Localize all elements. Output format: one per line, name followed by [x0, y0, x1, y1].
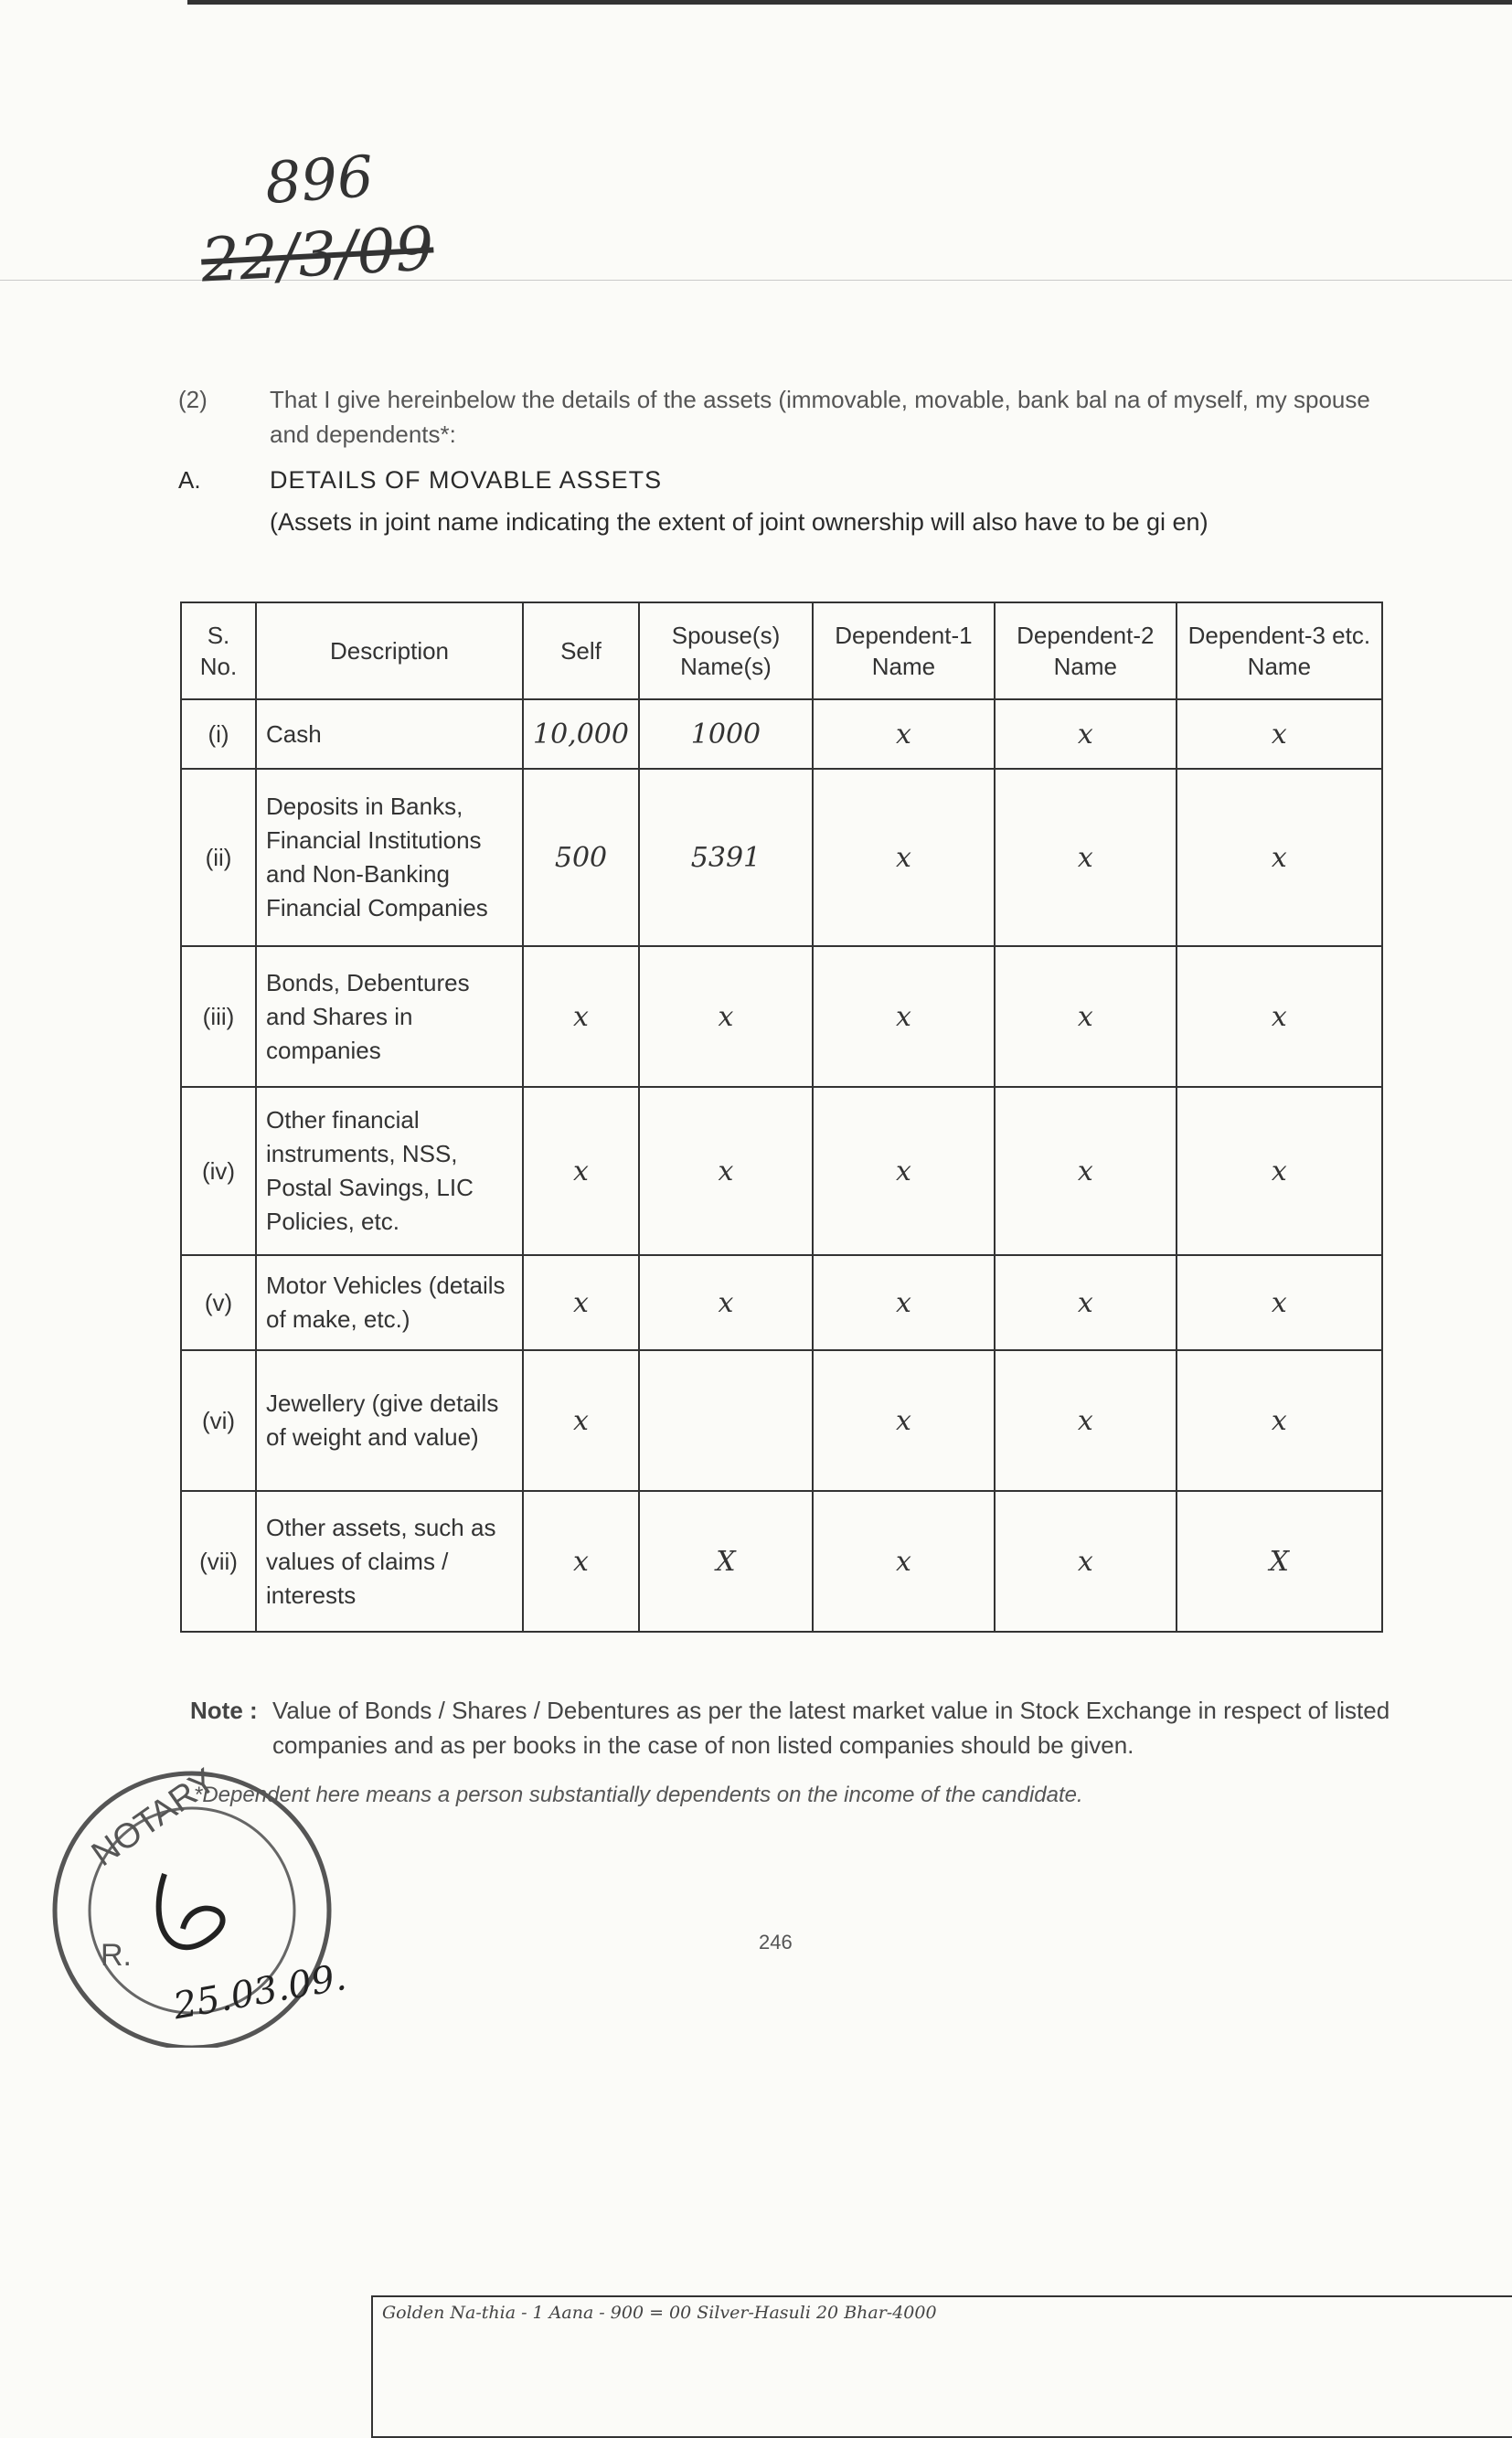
row-self: x — [523, 1350, 639, 1491]
row-dependent-1: x — [813, 1255, 995, 1350]
row-dependent-2: x — [995, 699, 1177, 769]
row-spouse: 1000 — [639, 699, 813, 769]
row-dependent-1: x — [813, 1491, 995, 1632]
footnote: *Dependent here means a person substantially dependents on the income of the candidate. — [194, 1783, 1083, 1807]
header-spouse: Spouse(s) Name(s) — [639, 602, 813, 699]
table-row — [181, 1087, 1382, 1255]
table-row — [181, 946, 1382, 1087]
row-spouse: x — [639, 1087, 813, 1255]
row-dependent-1: x — [813, 1350, 995, 1491]
header-description: Description — [256, 602, 523, 699]
row-sno: (ii) — [181, 769, 256, 946]
row-self: 500 — [523, 769, 639, 946]
table-header-row — [181, 602, 1382, 699]
page-number: 246 — [759, 1931, 793, 1954]
row-dependent-1: x — [813, 699, 995, 769]
row-dependent-3: x — [1177, 946, 1382, 1087]
row-dependent-2: x — [995, 1350, 1177, 1491]
row-description: Jewellery (give details of weight and value) — [256, 1350, 523, 1491]
row-dependent-1: x — [813, 769, 995, 946]
table-row — [181, 1491, 1382, 1632]
note-text: Value of Bonds / Shares / Debentures as per the latest market value in Stock Exchange in respect of listed companies and as per books in the case of non listed companies should be given. — [272, 1697, 1390, 1759]
seal-date: 25.03.09. — [170, 1955, 350, 2028]
header-self: Self — [523, 602, 639, 699]
section-title: DETAILS OF MOVABLE ASSETS — [270, 466, 663, 494]
header-sno: S. No. — [181, 602, 256, 699]
intro-number: (2) — [178, 386, 208, 413]
row-sno: (i) — [181, 699, 256, 769]
row-sno: (iii) — [181, 946, 256, 1087]
handwritten-date: 22/3/09 — [199, 213, 436, 296]
row-self: x — [523, 1491, 639, 1632]
row-spouse: x — [639, 946, 813, 1087]
row-dependent-2: x — [995, 1087, 1177, 1255]
row-spouse: 5391 — [639, 769, 813, 946]
row-dependent-3: x — [1177, 769, 1382, 946]
table-row — [181, 1350, 1382, 1491]
seal-top-text: NOTARY — [84, 1761, 223, 1875]
row-description: Other financial instruments, NSS, Postal Savings, LIC Policies, etc. — [256, 1087, 523, 1255]
top-edge-line — [187, 0, 1512, 5]
table-row — [181, 769, 1382, 946]
row-sno: (vi) — [181, 1350, 256, 1491]
row-self: 10,000 — [523, 699, 639, 769]
section-label: A. — [178, 466, 201, 494]
row-self: x — [523, 946, 639, 1087]
row-dependent-3: X — [1177, 1491, 1382, 1632]
section-subtitle: (Assets in joint name indicating the extent of joint ownership will also have to be gi en) — [270, 508, 1209, 536]
row-self: x — [523, 1087, 639, 1255]
row-description: Bonds, Debentures and Shares in companies — [256, 946, 523, 1087]
row-spouse: x — [639, 1255, 813, 1350]
row-dependent-1: x — [813, 1087, 995, 1255]
header-dependent-1: Dependent-1 Name — [813, 602, 995, 699]
table-row — [181, 1255, 1382, 1350]
row-dependent-2: x — [995, 769, 1177, 946]
handwritten-number: 896 — [262, 142, 376, 218]
note-block — [190, 1693, 1397, 1759]
row-sno: (iv) — [181, 1087, 256, 1255]
row-description: Other assets, such as values of claims / interests — [256, 1491, 523, 1632]
header-dependent-3: Dependent-3 etc. Name — [1177, 602, 1382, 699]
row-spouse: X — [639, 1491, 813, 1632]
header-dependent-2: Dependent-2 Name — [995, 602, 1177, 699]
row-sno: (vii) — [181, 1491, 256, 1632]
row-description: Deposits in Banks, Financial Institutions and Non-Banking Financial Companies — [256, 769, 523, 946]
row-sno: (v) — [181, 1255, 256, 1350]
seal-name: R. — [101, 1938, 132, 1973]
row-description: Motor Vehicles (details of make, etc.) — [256, 1255, 523, 1350]
row-dependent-3: x — [1177, 1350, 1382, 1491]
row-dependent-3: x — [1177, 699, 1382, 769]
row-dependent-3: x — [1177, 1255, 1382, 1350]
row-description: Cash — [256, 699, 523, 769]
row-spouse: Golden Na-thia - 1 Aana - 900 = 00 Silver-Hasuli 20 Bhar-4000 — [371, 2295, 1512, 2438]
row-dependent-2: x — [995, 1255, 1177, 1350]
row-dependent-1: x — [813, 946, 995, 1087]
row-self: x — [523, 1255, 639, 1350]
row-dependent-2: x — [995, 1491, 1177, 1632]
row-dependent-2: x — [995, 946, 1177, 1087]
table-row — [181, 699, 1382, 769]
note-label: Note : — [190, 1697, 258, 1724]
notary-seal — [37, 1755, 366, 2048]
row-dependent-3: x — [1177, 1087, 1382, 1255]
intro-text: That I give hereinbelow the details of the assets (immovable, movable, bank bal na of myself, my spouse and dependents*: — [270, 386, 1370, 448]
